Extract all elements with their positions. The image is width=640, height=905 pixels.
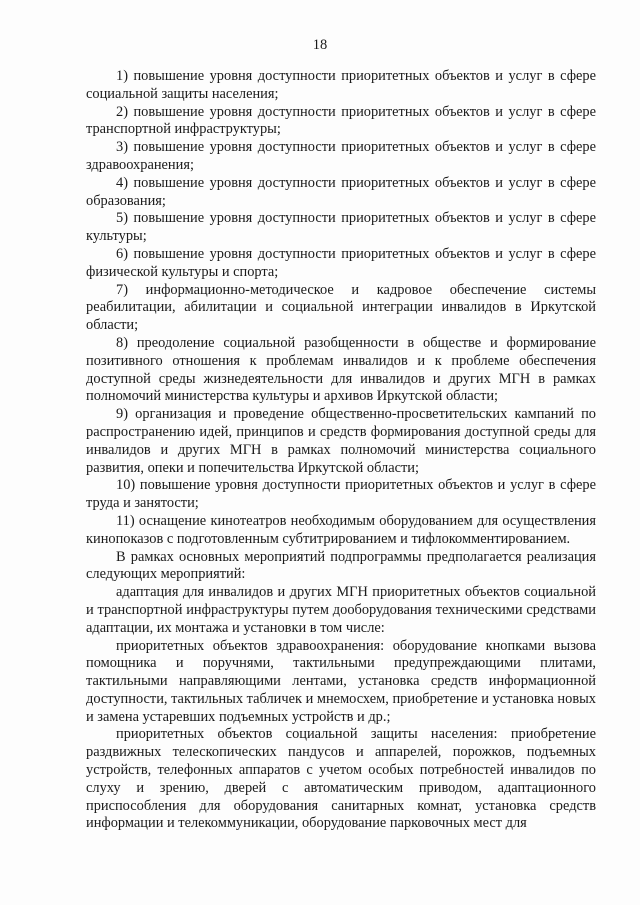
paragraph-healthcare-objects: приоритетных объектов здравоохранения: оборудование кнопками вызова помощника и поручнями, тактильными предупреждающими плитами, тактильными направляющими лентами, установка средств информационной доступности, тактильных табличек и мнемосхем, приобретение и установка новых и замена устаревших подъемных устройств и др.; (86, 637, 596, 725)
paragraph-item-2: 2) повышение уровня доступности приоритетных объектов и услуг в сфере транспортной инфраструктуры; (86, 103, 596, 138)
paragraph-adaptation: адаптация для инвалидов и других МГН приоритетных объектов социальной и транспортной инфраструктуры путем дооборудования техническими средствами адаптации, их монтажа и установки в том числе: (86, 584, 596, 636)
paragraph-item-11: 11) оснащение кинотеатров необходимым оборудованием для осуществления кинопоказов с подготовленным субтитрированием и тифлокомментированием. (86, 512, 596, 547)
paragraph-item-5: 5) повышение уровня доступности приоритетных объектов и услуг в сфере культуры; (86, 210, 596, 245)
paragraph-item-10: 10) повышение уровня доступности приоритетных объектов и услуг в сфере труда и занятости; (86, 477, 596, 512)
paragraph-item-3: 3) повышение уровня доступности приоритетных объектов и услуг в сфере здравоохранения; (86, 139, 596, 173)
paragraph-item-7: 7) информационно-методическое и кадровое обеспечение системы реабилитации, абилитации и социальной интеграции инвалидов в Иркутской области; (86, 281, 596, 334)
paragraph-item-4: 4) повышение уровня доступности приоритетных объектов и услуг в сфере образования; (86, 174, 596, 209)
paragraph-item-6: 6) повышение уровня доступности приоритетных объектов и услуг в сфере физической культуры и спорта; (86, 245, 596, 280)
paragraph-item-8: 8) преодоление социальной разобщенности в обществе и формирование позитивного отношения к проблемам инвалидов и к проблеме обеспечения доступной среды жизнедеятельности для инвалидов и других МГН в рамках полномочий министерства культуры и архивов Иркутской области; (86, 334, 596, 405)
page-number: 18 (312, 37, 328, 53)
paragraph-intro-measures: В рамках основных мероприятий подпрограммы предполагается реализация следующих мероприятий: (86, 548, 596, 583)
paragraph-item-1: 1) повышение уровня доступности приоритетных объектов и услуг в сфере социальной защиты населения; (86, 68, 596, 102)
paragraph-item-9: 9) организация и проведение общественно-просветительских кампаний по распространению идей, принципов и средств формирования доступной среды для инвалидов и других МГН в рамках полномочий министерства социального развития, опеки и попечительства Иркутской области; (86, 406, 596, 476)
paragraph-social-protection-objects: приоритетных объектов социальной защиты населения: приобретение раздвижных телескопических пандусов и аппарелей, порожков, подъемных устройств, телефонных аппаратов с учетом особых потребностей инвалидов по слуху и зрению, дверей с автоматическим приводом, адаптационного приспособления для оборудования санитарных комнат, установка средств информации и телекоммуникации, оборудование парковочных мест для (86, 726, 596, 832)
document-body (86, 68, 596, 833)
